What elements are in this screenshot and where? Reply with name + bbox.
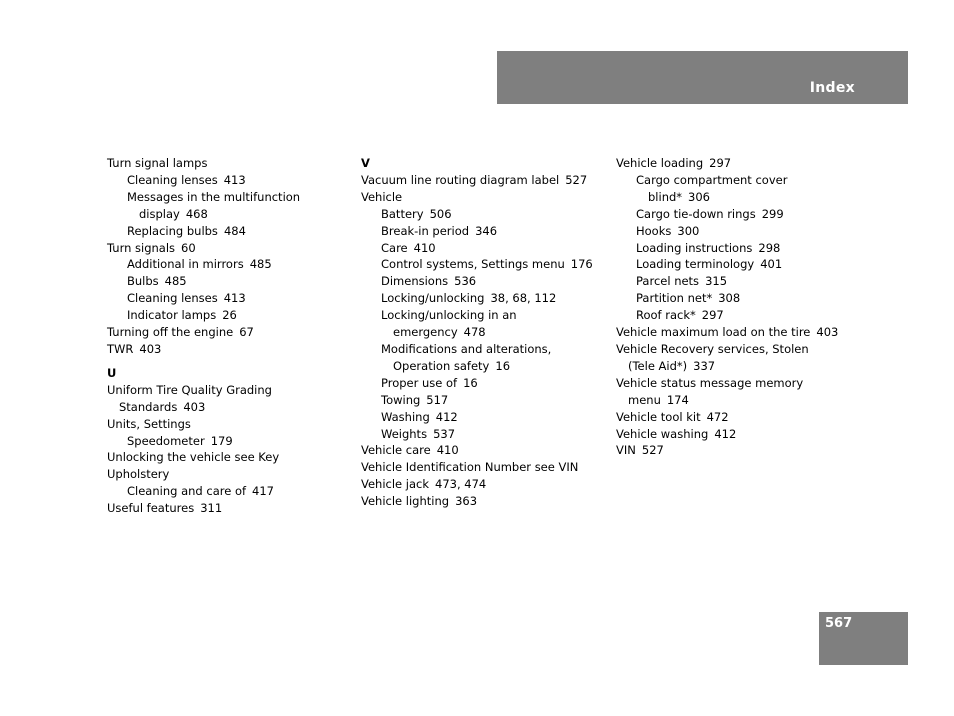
index-term: Vehicle jack [361,477,430,492]
index-page-ref: 412 [714,426,737,441]
index-subentry [616,172,838,189]
index-page-ref: 308 [718,291,741,306]
index-page-ref: 403 [816,325,839,340]
index-term: Operation safety [393,358,490,373]
index-page-ref: 412 [435,409,458,424]
index-entry [361,442,593,459]
index-term: Vehicle [361,189,403,204]
index-page-ref: 417 [252,484,274,499]
index-term: Indicator lamps [127,308,217,323]
index-term: (Tele Aid*) [628,358,688,373]
index-term: Towing [381,392,421,407]
index-subentry [616,206,838,223]
index-page-ref: 401 [760,257,783,272]
index-entry [616,375,838,392]
index-term: Unlocking the vehicle see Key [107,450,280,465]
index-term: Partition net* [636,291,713,306]
index-term: Vehicle care [361,443,431,458]
index-page-ref: 363 [455,494,478,509]
index-term: Turning off the engine [107,325,234,340]
index-entry [616,442,838,459]
index-page-ref: 179 [210,433,233,448]
index-entry [361,493,593,510]
index-term: Upholstery [107,467,170,482]
index-column-3 [616,155,838,459]
index-page-ref: 315 [705,274,728,289]
index-subentry [361,256,593,273]
index-term: Locking/unlocking in an [381,308,517,323]
index-term: Vehicle lighting [361,494,450,509]
index-term: Loading terminology [636,257,755,272]
index-term: Break-in period [381,223,470,238]
index-term: Vacuum line routing diagram label [361,172,560,187]
index-entry [107,240,300,257]
index-subentry [107,189,300,206]
index-term: Proper use of [381,375,458,390]
index-section-letter: V [361,156,370,170]
index-subentry [616,307,838,324]
index-term: Vehicle Identification Number see VIN [361,460,579,475]
index-term: display [139,206,180,221]
index-subentry [107,433,300,450]
index-entry [107,341,300,358]
index-page-ref: 174 [666,392,689,407]
index-page-ref: 473, 474 [435,477,487,492]
index-term: Dimensions [381,274,449,289]
index-entry [361,476,593,493]
index-term: menu [628,392,661,407]
index-term: Battery [381,206,424,221]
index-entry [107,416,300,433]
index-entry [616,358,838,375]
index-term: Units, Settings [107,416,191,431]
index-subentry [361,324,593,341]
index-subentry [361,223,593,240]
index-term: Useful features [107,501,195,516]
index-term: Loading instructions [636,240,753,255]
index-subentry [107,273,300,290]
index-entry [361,189,593,206]
index-page-ref: 297 [709,156,732,170]
index-term: Vehicle tool kit [616,409,701,424]
index-page-ref: 403 [139,341,162,356]
index-page-ref: 346 [475,223,498,238]
index-term: Modifications and alterations, [381,341,552,356]
index-term: Cleaning lenses [127,291,218,306]
index-term: Replacing bulbs [127,223,218,238]
index-page-ref: 517 [426,392,449,407]
index-subentry [107,256,300,273]
index-subentry [616,223,838,240]
index-page-ref: 26 [222,308,237,323]
index-entry [616,409,838,426]
index-entry [107,466,300,483]
index-entry [616,392,838,409]
index-term: Vehicle Recovery services, Stolen [616,341,809,356]
index-term: Turn signals [107,240,176,255]
index-term: Additional in mirrors [127,257,244,272]
index-page-ref: 413 [223,172,246,187]
index-entry [107,155,300,172]
index-term: Vehicle maximum load on the tire [616,325,811,340]
index-column-2 [361,155,593,510]
index-subentry [361,426,593,443]
index-subentry [361,409,593,426]
index-term: Uniform Tire Quality Grading [107,382,272,397]
index-page-ref: 67 [239,325,254,340]
index-term: Care [381,240,408,255]
index-page-ref: 506 [429,206,452,221]
index-term: Cargo compartment cover [636,172,788,187]
index-entry [107,324,300,341]
index-entry [107,500,300,517]
index-subentry [361,307,593,324]
index-entry [616,426,838,443]
index-entry [107,382,300,399]
header-band [497,51,908,104]
index-subentry [361,341,593,358]
index-page-ref: 337 [693,358,716,373]
index-subentry [361,290,593,307]
index-page-ref: 484 [223,223,246,238]
index-section-letter: U [107,365,117,380]
index-page-ref: 468 [185,206,208,221]
index-subentry [107,307,300,324]
index-page-ref: 299 [761,206,784,221]
index-entry [107,399,300,416]
page-number-box [819,612,908,665]
index-entry [616,341,838,358]
index-page-ref: 297 [701,308,724,323]
index-subentry [361,358,593,375]
index-subentry [361,206,593,223]
index-term: Speedometer [127,433,205,448]
index-page-ref: 306 [688,189,710,204]
index-page-ref: 300 [677,223,700,238]
index-term: TWR [107,341,134,356]
index-page-ref: 16 [495,358,511,373]
index-term: Hooks [636,223,672,238]
index-page-ref: 413 [223,291,246,306]
index-page-ref: 298 [758,240,781,255]
index-subentry [361,240,593,257]
index-page-ref: 537 [433,426,456,441]
index-term: Weights [381,426,428,441]
index-subentry [361,392,593,409]
index-term: Bulbs [127,274,159,289]
index-page-ref: 38, 68, 112 [490,291,557,306]
index-term: Vehicle loading [616,156,704,170]
index-term: Vehicle status message memory [616,375,804,390]
index-subentry [107,483,300,500]
index-term: Cargo tie-down rings [636,206,756,221]
index-term: Locking/unlocking [381,291,485,306]
index-page-ref: 478 [463,325,486,340]
index-subentry [616,290,838,307]
index-page-ref: 410 [436,443,459,458]
index-term: Control systems, Settings menu [381,257,565,272]
index-subentry [616,273,838,290]
index-page-ref: 485 [164,274,187,289]
index-page-ref: 16 [463,375,478,390]
page-number: 567 [825,616,853,631]
index-page-ref: 527 [565,172,588,187]
index-entry [616,324,838,341]
index-page-ref: 472 [706,409,729,424]
index-page-ref: 176 [570,257,593,272]
index-entry [616,155,838,172]
index-page-ref: 527 [641,443,664,458]
index-term: Parcel nets [636,274,700,289]
index-subentry [107,172,300,189]
index-term: Messages in the multifunction [127,189,301,204]
index-entry [107,449,300,466]
index-term: Cleaning and care of [127,484,247,499]
index-term: Turn signal lamps [107,156,208,170]
index-term: Washing [381,409,430,424]
index-subentry [361,375,593,392]
index-page-ref: 485 [249,257,272,272]
index-subentry [361,273,593,290]
index-term: Standards [119,399,178,414]
index-entry [361,172,593,189]
index-page-ref: 410 [413,240,436,255]
index-term: Cleaning lenses [127,172,218,187]
index-subentry [107,206,300,223]
index-subentry [616,189,838,206]
index-page-ref: 536 [454,274,477,289]
index-subentry [616,240,838,257]
index-column-1 [107,155,300,517]
index-page-ref: 403 [183,399,206,414]
index-page-ref: 60 [181,240,196,255]
index-term: emergency [393,325,458,340]
index-subentry [107,290,300,307]
index-term: blind* [648,189,683,204]
index-term: Roof rack* [636,308,696,323]
page-title: Index [809,80,855,96]
index-subentry [616,256,838,273]
index-term: VIN [616,443,636,458]
index-entry [361,459,593,476]
index-page-ref: 311 [200,501,223,516]
index-term: Vehicle washing [616,426,709,441]
index-subentry [107,223,300,240]
